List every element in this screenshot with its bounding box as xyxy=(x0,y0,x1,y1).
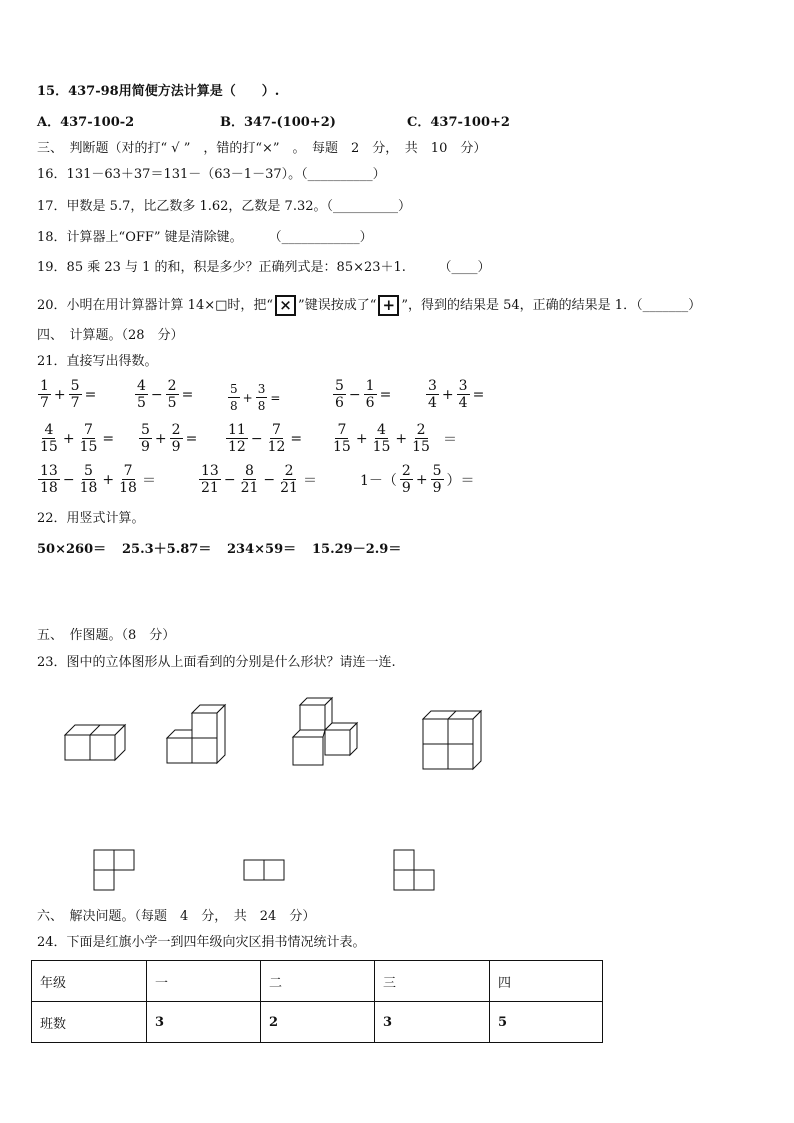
top-view-1 xyxy=(93,849,137,891)
multiply-key-icon: × xyxy=(275,295,296,316)
table-cell: 3 xyxy=(375,1002,490,1043)
q19-text: 19．85 乘 23 与 1 的和，积是多少？正确列式是：85×23＋1. （____） xyxy=(37,260,491,275)
top-view-3 xyxy=(393,849,437,891)
q15-option-b: B．347-(100+2) xyxy=(220,115,336,130)
table-cell: 5 xyxy=(490,1002,603,1043)
q22-item: 15.29－2.9＝ xyxy=(312,542,402,557)
solid-figure-3 xyxy=(290,697,362,767)
solid-figure-4 xyxy=(418,709,488,774)
fraction-expr: 13 21 − $\frac{8}{21}$ − $\frac{2}{21}$ ＝ xyxy=(201,463,317,496)
q22-item: 25.3＋5.87＝ xyxy=(122,542,212,557)
table-cell: 2 xyxy=(261,1002,375,1043)
section-3-heading: 三、 判断题（对的打“ √ ” ，错的打“×” 。 每题 2 分， 共 10 分） xyxy=(37,141,487,156)
q24-text: 24．下面是红旗小学一到四年级向灾区捐书情况统计表。 xyxy=(37,935,366,950)
q22-item: 234×59＝ xyxy=(227,542,297,557)
q21-text: 21．直接写出得数。 xyxy=(37,354,158,369)
q20-mid: ”键误按成了“ xyxy=(298,298,377,313)
q17-text: 17．甲数是 5.7，比乙数多 1.62，乙数是 7.32。（__________） xyxy=(37,199,412,214)
q15-option-c: C．437-100+2 xyxy=(407,115,510,130)
fraction-expr: 7 15 + $\frac{4}{15}$ + $\frac{2}{15}$ ＝ xyxy=(333,422,457,455)
section-6-heading: 六、 解决问题。（每题 4 分， 共 24 分） xyxy=(37,909,316,924)
table-cell: 班数 xyxy=(32,1002,147,1043)
section-4-heading: 四、 计算题。（28 分） xyxy=(37,328,184,343)
table-cell: 四 xyxy=(490,961,603,1002)
solid-figure-2 xyxy=(162,703,230,765)
section-5-heading: 五、 作图题。（8 分） xyxy=(37,628,176,643)
table-cell: 一 xyxy=(147,961,261,1002)
fraction-expr: 4 15 + $\frac{7}{15}$ = xyxy=(40,422,115,455)
q15-option-a: A．437-100-2 xyxy=(37,115,135,130)
table-row xyxy=(32,961,603,1002)
q20-pre: 20．小明在用计算器计算 14×□时，把“ xyxy=(37,298,274,313)
q16-text: 16．131－63＋37＝131－（63－1－37）。（__________） xyxy=(37,167,386,182)
table-row xyxy=(32,1002,603,1043)
fraction-expr: 13 18 − $\frac{5}{18}$ + $\frac{7}{18}$ ＝ xyxy=(40,463,156,496)
plus-key-icon: + xyxy=(378,295,399,316)
q20-text xyxy=(37,295,701,316)
fraction-expr: 5 6 − $\frac{1}{6}$ = xyxy=(335,378,392,411)
q22-text: 22．用竖式计算。 xyxy=(37,511,145,526)
top-view-2 xyxy=(243,859,287,883)
fraction-expr: 1 7 + $\frac{5}{7}$ = xyxy=(40,378,97,411)
table-cell: 二 xyxy=(261,961,375,1002)
fraction-expr: 4 5 − $\frac{2}{5}$ = xyxy=(137,378,194,411)
solid-figure-1 xyxy=(60,715,130,765)
table-cell: 三 xyxy=(375,961,490,1002)
fraction-expr: 1－（ 2 9 + $\frac{5}{9}$ ）＝ xyxy=(360,463,475,496)
fraction-expr: 11 12 − $\frac{7}{12}$ = xyxy=(228,422,303,455)
q23-text: 23．图中的立体图形从上面看到的分别是什么形状？请连一连. xyxy=(37,655,396,670)
fraction-expr: 3 4 + $\frac{3}{4}$ = xyxy=(428,378,485,411)
table-cell: 年级 xyxy=(32,961,147,1002)
table-cell: 3 xyxy=(147,1002,261,1043)
book-donation-table xyxy=(31,960,603,1043)
q18-text: 18．计算器上“OFF” 键是清除键。 （____________） xyxy=(37,230,373,245)
q15-text: 15．437-98用简便方法计算是（ ）. xyxy=(37,84,280,99)
q20-post: ”，得到的结果是 54，正确的结果是 1．（_______） xyxy=(401,298,702,313)
q22-item: 50×260＝ xyxy=(37,542,107,557)
fraction-expr: 5 8 + $\frac{3}{8}$ = xyxy=(230,382,281,413)
fraction-expr: 5 9 + $\frac{2}{9}$ = xyxy=(141,422,198,455)
